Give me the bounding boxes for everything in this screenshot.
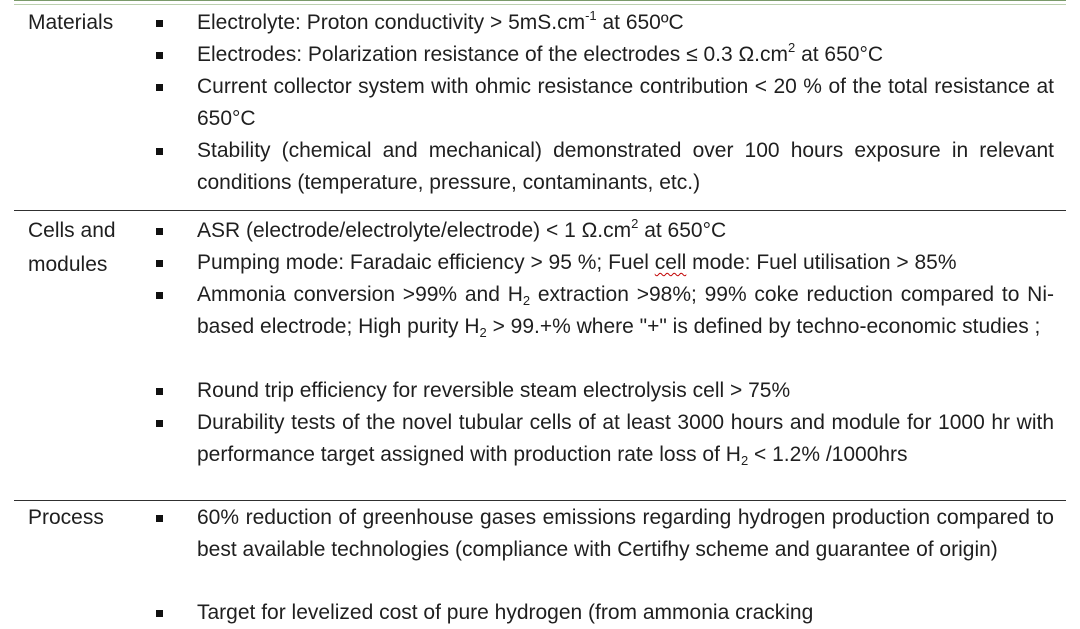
list-item-text: Current collector system with ohmic resistance contribution < 20 % of the total resistance at 650°C [197,75,1054,130]
bullet-square-icon [156,388,163,395]
table-top-border [14,0,1066,1]
list-item-text: Electrolyte: Proton conductivity > $5mS.cm^{-1}$ at 650ºC [197,8,684,34]
bullet-square-icon [156,84,163,91]
row-label-cells-and-modules [28,215,158,281]
list-item-text: Round trip efficiency for reversible steam electrolysis cell > 75% [197,379,791,402]
bullet-square-icon [156,610,163,617]
bullet-square-icon [156,52,163,59]
list-item-text: Pumping mode: Faradaic efficiency > 95 %; Fuel cell mode: Fuel utilisation > 85% [197,251,957,274]
table-top-border-inner [14,4,1066,5]
bullet-square-icon [156,228,163,235]
bullet-square-icon [156,148,163,155]
row-label-line: Cells and [28,219,116,242]
list-item-text: Target for levelized cost of pure hydrogen (from ammonia cracking [197,601,814,624]
row-label-materials: Materials [28,11,114,34]
bullet-square-icon [156,420,163,427]
list-item-text: Durability tests of the novel tubular cells of at least 3000 hours and module for 1000 hr with performance target assigned with production rate loss of $H_2 < 1.2\%$ /1000hrs [197,411,1054,468]
list-item-text: 60% reduction of greenhouse gases emissions regarding hydrogen production compared to best available technologies (compliance with Certifhy scheme and guarantee of origin) [197,506,1054,561]
bullet-square-icon [156,260,163,267]
list-item-text: Stability (chemical and mechanical) demonstrated over 100 hours exposure in relevant conditions (temperature, pressure, contaminants, etc.) [197,139,1054,194]
spellcheck-underline: cell [654,251,687,274]
row-divider [14,210,1066,211]
row-label-process: Process [28,506,104,529]
list-item-text: Electrodes: Polarization resistance of the electrodes ≤ 0.3 $\Omega.cm^2$ at 650°C [197,40,884,66]
row-divider [14,500,1066,501]
list-item-text: Ammonia conversion >99% and $H_2$ extraction >98%; 99% coke reduction compared to Ni-based electrode; High purity $H_2 > 99.+\%$ where "+" is defined by techno-economic studies ; [197,283,1054,340]
bullet-square-icon [156,20,163,27]
list-item-text: ASR (electrode/electrolyte/electrode) < 1 $\Omega.cm^2$ at 650°C [197,216,727,242]
row-label-line: modules [28,253,108,276]
bullet-square-icon [156,515,163,522]
bullet-square-icon [156,292,163,299]
